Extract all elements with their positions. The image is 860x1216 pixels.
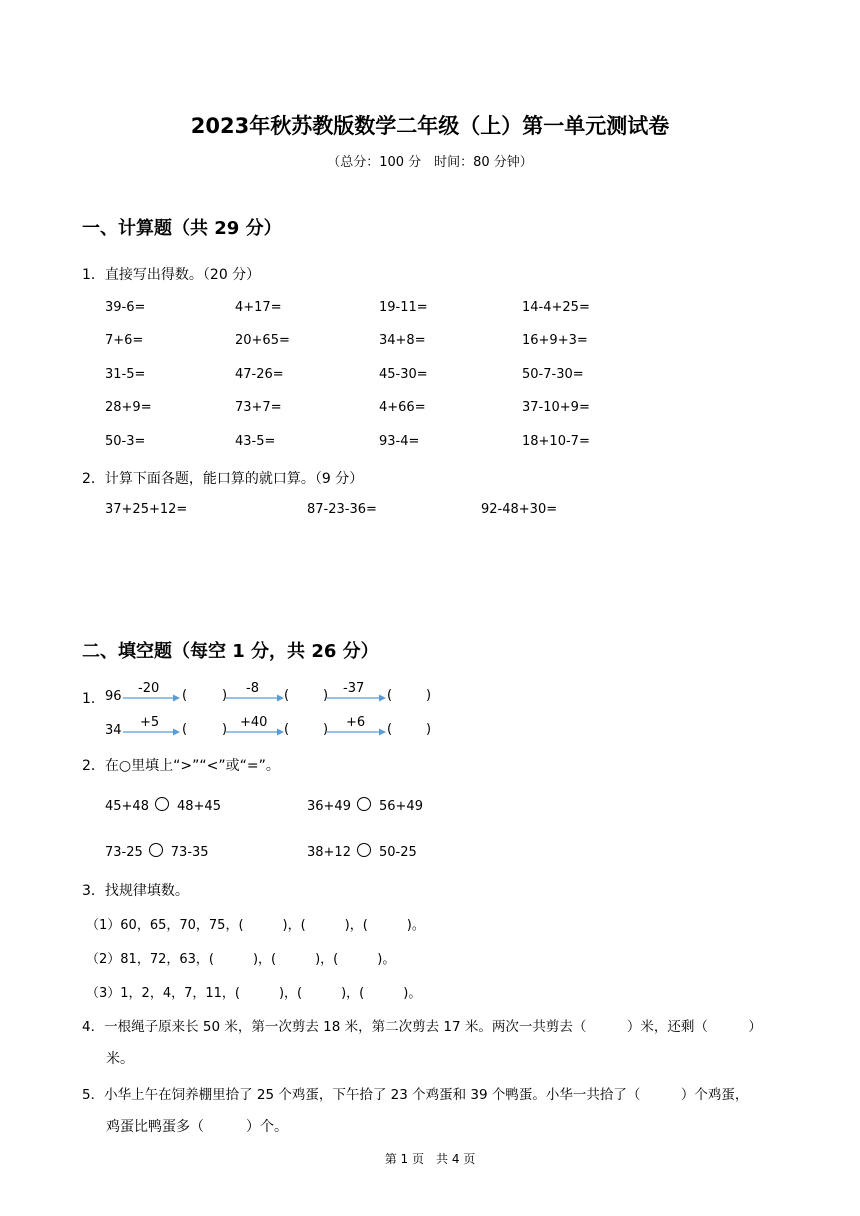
comparison-right: 48+45 [176,799,221,814]
comparison-circle[interactable] [149,843,163,857]
comparison-left: 45+48 [105,799,149,814]
pattern-item: （2）81，72，63，( )，( )，( )。 [86,952,396,967]
arrow-operation-label: -20 [138,681,160,696]
exercise: 73+7= [235,400,282,415]
exercise: 20+65= [235,333,290,348]
page-subtitle: （总分：100 分 时间：80 分钟） [327,155,533,170]
question-1-1-label: 1．直接写出得数。（20 分） [82,267,261,283]
exercise: 14-4+25= [522,300,590,315]
comparison-right: 50-25 [378,845,417,860]
exercise: 34+8= [379,333,426,348]
comparison-item [105,843,209,860]
arrow-head [277,695,284,702]
exercise: 47-26= [235,367,284,382]
exercise: 37-10+9= [522,400,590,415]
comparison-right: 73-35 [170,845,209,860]
exercise: 4+17= [235,300,282,315]
exercise: 19-11= [379,300,428,315]
exercise: 45-30= [379,367,428,382]
comparison-circle[interactable] [155,797,169,811]
comparison-item [105,797,221,814]
question-2-1-number: 1． [82,691,105,707]
exercise: 28+9= [105,400,152,415]
exercise: 43-5= [235,434,276,449]
exercise: 50-7-30= [522,367,584,382]
chain-start-value: 96 [105,689,122,704]
pattern-item: （3）1，2，4，7，11，( )，( )，( )。 [86,986,422,1001]
answer-blank-open: ( [284,722,290,737]
arrow-operation-label: +40 [240,715,268,730]
comparison-item [307,797,423,814]
arrow-operation-label: +5 [140,715,160,730]
exercise: 7+6= [105,333,144,348]
comparison-left: 73-25 [105,845,143,860]
page-title: 2023年秋苏教版数学二年级（上）第一单元测试卷 [190,114,670,138]
section-1-heading: 一、计算题（共 29 分） [82,218,282,239]
comparison-left: 38+12 [307,845,351,860]
answer-blank-close: ) [426,688,432,703]
arrow-head [173,695,180,702]
exercise: 4+66= [379,400,426,415]
question-2-4-text: 4．一根绳子原来长 50 米，第一次剪去 18 米，第二次剪去 17 米。两次一共剪去（ ）米，还剩（ ） [82,1019,762,1035]
question-2-3-label: 3．找规律填数。 [82,883,189,899]
answer-blank-close: ) [323,688,329,703]
exercise: 39-6= [105,300,146,315]
answer-blank-open: ( [182,688,188,703]
answer-blank-open: ( [387,688,393,703]
arrow-head [173,729,180,736]
arrow-head [277,729,284,736]
pattern-item: （1）60，65，70，75，( )，( )，( )。 [86,918,425,933]
arrow-operation-label: +6 [346,715,366,730]
comparison-left: 36+49 [307,799,351,814]
answer-blank-open: ( [284,688,290,703]
arrow-head [379,729,386,736]
comparison-item [307,843,417,860]
exercise: 50-3= [105,434,146,449]
question-2-2-label: 2．在○里填上“>”“<”或“=”。 [82,758,280,774]
answer-blank-open: ( [387,722,393,737]
answer-blank-close: ) [426,722,432,737]
comparison-circle[interactable] [357,797,371,811]
arrow-operation-label: -37 [343,681,365,696]
exercise: 37+25+12= [105,502,188,517]
exercise: 92-48+30= [481,502,558,517]
arrow-operation-label: -8 [246,681,259,696]
question-1-2-label: 2．计算下面各题，能口算的就口算。（9 分） [82,471,364,487]
answer-blank-close: ) [323,722,329,737]
arrow-head [379,695,386,702]
answer-blank-close: ) [222,688,228,703]
answer-blank-open: ( [182,722,188,737]
question-2-5-text-cont: 鸡蛋比鸭蛋多（ ）个。 [106,1119,288,1135]
comparison-right: 56+49 [378,799,423,814]
exercise: 93-4= [379,434,420,449]
chain-start-value: 34 [105,723,122,738]
comparison-circle[interactable] [357,843,371,857]
question-2-4-text-cont: 米。 [106,1051,134,1067]
exercise: 31-5= [105,367,146,382]
exercise: 87-23-36= [307,502,377,517]
exercise: 18+10-7= [522,434,590,449]
question-2-5-text: 5．小华上午在饲养棚里拾了 25 个鸡蛋，下午拾了 23 个鸡蛋和 39 个鸭蛋。小华一共拾了（ ）个鸡蛋， [82,1087,749,1103]
section-2-heading: 二、填空题（每空 1 分，共 26 分） [82,641,379,662]
answer-blank-close: ) [222,722,228,737]
exercise: 16+9+3= [522,333,588,348]
page-footer: 第 1 页 共 4 页 [384,1152,476,1166]
